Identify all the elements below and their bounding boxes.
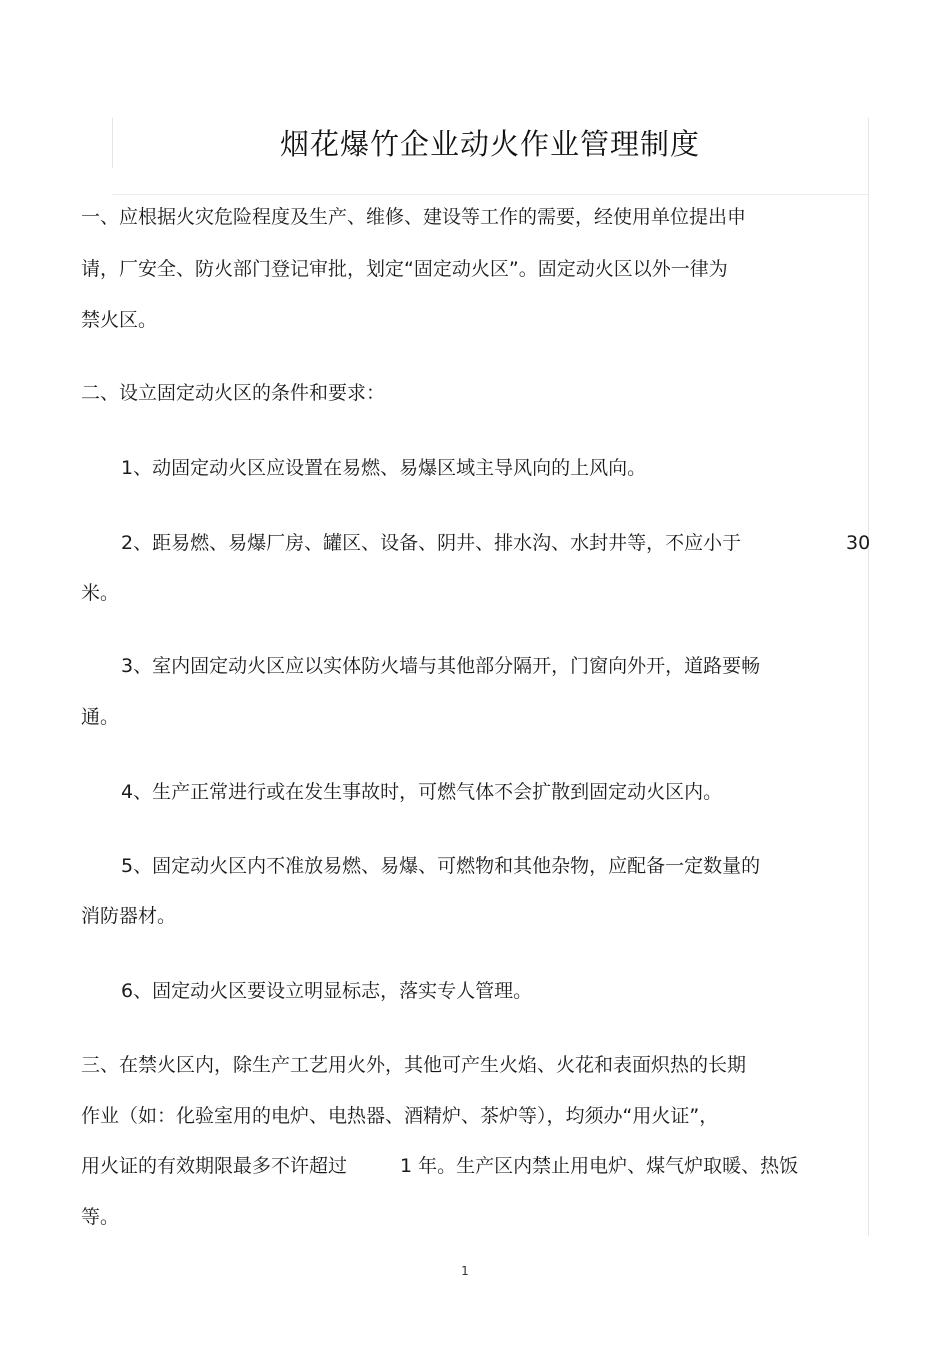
- section2-item3-line2: 通。: [81, 706, 120, 728]
- frame-line-right: [868, 118, 869, 1236]
- section2-item6: 6、固定动火区要设立明显标志，落实专人管理。: [121, 980, 533, 1002]
- section3-line3a: 用火证的有效期限最多不许超过: [81, 1155, 348, 1177]
- document-title: 烟花爆竹企业动火作业管理制度: [279, 127, 700, 161]
- section2-item3-line1: 3、室内固定动火区应以实体防火墙与其他部分隔开，门窗向外开，道路要畅: [121, 655, 761, 677]
- section3-line4: 等。: [81, 1206, 120, 1228]
- section3-line1: 三、在禁火区内，除生产工艺用火外，其他可产生火焰、火花和表面炽热的长期: [81, 1054, 747, 1076]
- section1-line2: 请，厂安全、防火部门登记审批，划定“固定动火区”。固定动火区以外一律为: [81, 258, 728, 280]
- section2-item1: 1、动固定动火区应设置在易燃、易爆区域主导风向的上风向。: [121, 457, 647, 479]
- section1-line1: 一、应根据火灾危险程度及生产、维修、建设等工作的需要，经使用单位提出申: [81, 206, 747, 228]
- section2-heading: 二、设立固定动火区的条件和要求：: [81, 382, 386, 404]
- frame-line-under-title: [112, 194, 868, 195]
- section2-item4: 4、生产正常进行或在发生事故时，可燃气体不会扩散到固定动火区内。: [121, 781, 723, 803]
- section1-line3: 禁火区。: [81, 309, 158, 331]
- section2-item5-line2: 消防器材。: [81, 905, 177, 927]
- section2-item2-line1: 2、距易燃、易爆厂房、罐区、设备、阴井、排水沟、水封井等，不应小于: [121, 532, 742, 554]
- section2-item5-line1: 5、固定动火区内不准放易燃、易爆、可燃物和其他杂物，应配备一定数量的: [121, 855, 761, 877]
- section3-line2: 作业（如：化验室用的电炉、电热器、酒精炉、茶炉等），均须办“用火证”，: [81, 1105, 719, 1127]
- section3-line3b: 1 年。生产区内禁止用电炉、煤气炉取暖、热饭: [400, 1155, 799, 1177]
- section2-item2-number: 30: [846, 532, 871, 554]
- page-number: 1: [461, 1264, 469, 1278]
- section2-item2-line2: 米。: [81, 582, 120, 604]
